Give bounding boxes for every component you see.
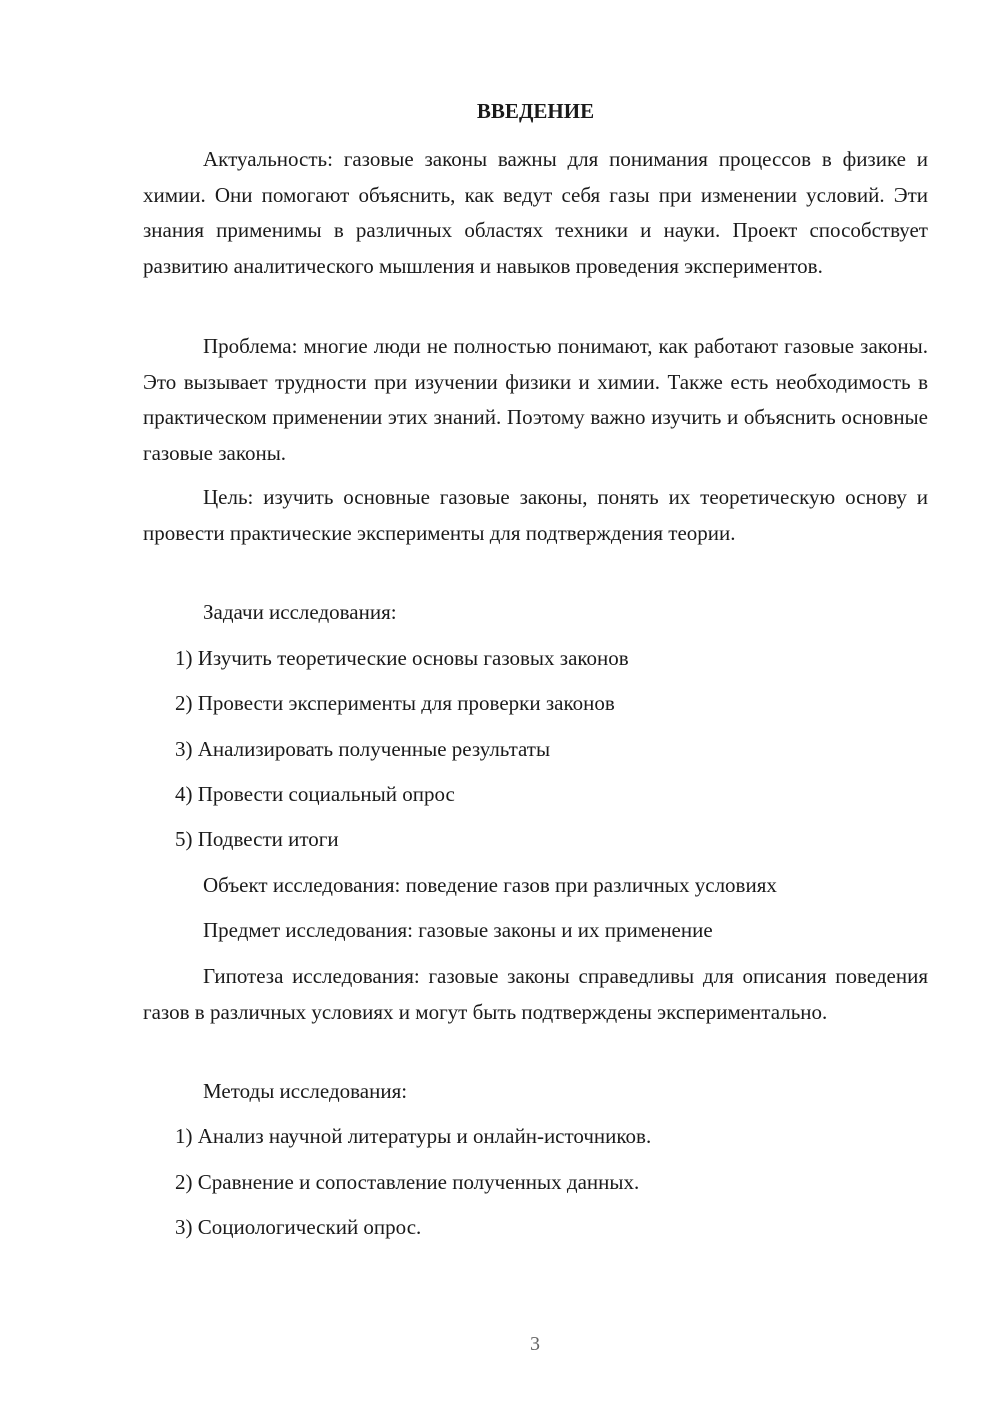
research-subject: Предмет исследования: газовые законы и их применение bbox=[203, 918, 713, 942]
methods-label: Методы исследования: bbox=[203, 1079, 408, 1103]
page-number: 3 bbox=[530, 1333, 540, 1355]
problem-paragraph: Проблема: многие люди не полностью понимают, как работают газовые законы. Это вызывает трудности при изучении физики и химии. Также есть необходимость в практическом применении этих знаний. Поэтому важно изучить и объяснить основные газовые законы. bbox=[143, 334, 928, 465]
method-item: 3) Социологический опрос. bbox=[175, 1215, 422, 1239]
task-item: 1) Изучить теоретические основы газовых законов bbox=[175, 646, 629, 670]
tasks-label: Задачи исследования: bbox=[203, 600, 397, 624]
method-item: 1) Анализ научной литературы и онлайн-источников. bbox=[175, 1124, 652, 1148]
method-item: 2) Сравнение и сопоставление полученных данных. bbox=[175, 1170, 640, 1194]
task-item: 5) Подвести итоги bbox=[175, 827, 339, 851]
research-object: Объект исследования: поведение газов при различных условиях bbox=[203, 873, 777, 897]
task-item: 2) Провести эксперименты для проверки законов bbox=[175, 691, 615, 715]
section-heading: ВВЕДЕНИЕ bbox=[476, 99, 595, 123]
hypothesis-paragraph: Гипотеза исследования: газовые законы справедливы для описания поведения газов в различных условиях и могут быть подтверждены экспериментально. bbox=[143, 964, 928, 1024]
relevance-paragraph: Актуальность: газовые законы важны для понимания процессов в физике и химии. Они помогают объяснить, как ведут себя газы при изменении условий. Эти знания применимы в различных областях техники и науки. Проект способствует развитию аналитического мышления и навыков проведения экспериментов. bbox=[143, 147, 928, 278]
task-item: 4) Провести социальный опрос bbox=[175, 782, 455, 806]
task-item: 3) Анализировать полученные результаты bbox=[175, 737, 551, 761]
goal-paragraph: Цель: изучить основные газовые законы, понять их теоретическую основу и провести практические эксперименты для подтверждения теории. bbox=[143, 485, 928, 545]
